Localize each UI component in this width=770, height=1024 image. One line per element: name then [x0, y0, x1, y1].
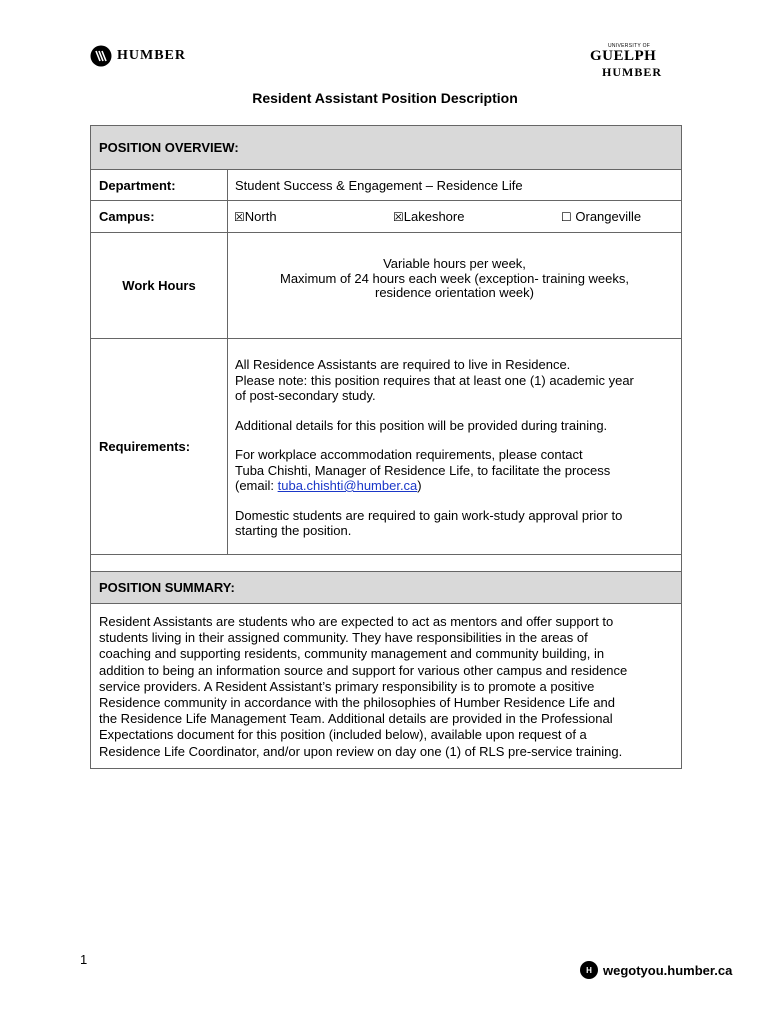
requirements-line: Tuba Chishti, Manager of Residence Life, to facilitate the process — [235, 462, 611, 478]
requirements-line: For workplace accommodation requirements, please contact — [235, 447, 583, 462]
page-number: 1 — [80, 952, 88, 967]
humber-logo — [90, 45, 186, 67]
requirements-paragraph — [235, 508, 674, 539]
position-table — [90, 125, 682, 769]
department-value: Student Success & Engagement – Residence Life — [235, 177, 523, 193]
work-hours-line: Maximum of 24 hours each week (exception- training weeks, — [280, 270, 629, 286]
campus-label: Campus: — [91, 201, 228, 232]
campus-options — [228, 201, 681, 232]
requirements-line: All Residence Assistants are required to live in Residence. — [235, 357, 571, 372]
requirements-paragraph — [235, 357, 674, 404]
footer-site: wegotyou.humber.ca — [603, 962, 733, 978]
summary-header-row — [91, 571, 681, 603]
requirements-line: of post-secondary study. — [235, 388, 376, 403]
overview-heading: POSITION OVERVIEW: — [99, 140, 239, 155]
summary-line: coaching and supporting residents, community management and community building, in — [99, 646, 605, 662]
spacer-row — [91, 554, 681, 571]
campus-option-label: Lakeshore — [403, 209, 465, 224]
campus-option-north — [234, 209, 277, 224]
campus-option-label: Orangeville — [571, 209, 642, 224]
email-link[interactable]: tuba.chishti@humber.ca — [277, 478, 418, 493]
unchecked-box-icon: ☐ — [561, 210, 572, 224]
work-hours-line: Variable hours per week, — [383, 256, 526, 271]
work-hours-row — [91, 232, 681, 338]
work-hours-value — [228, 233, 681, 338]
humber-emblem-icon — [90, 45, 112, 67]
summary-text — [91, 604, 681, 768]
requirements-row — [91, 338, 681, 554]
summary-line: addition to being an information source and support for various other campus and residence — [99, 662, 628, 678]
email-suffix: ) — [417, 478, 422, 493]
requirements-value — [228, 339, 681, 554]
checked-box-icon: ☒ — [393, 210, 404, 224]
guelph-logo-bot: HUMBER — [602, 65, 662, 79]
requirements-label: Requirements: — [91, 339, 228, 554]
work-hours-label: Work Hours — [91, 233, 228, 338]
requirements-paragraph — [235, 447, 674, 494]
summary-line: Expectations document for this position (included below), available upon request of a — [99, 727, 587, 743]
campus-option-orangeville — [561, 209, 641, 224]
summary-row — [91, 603, 681, 768]
campus-option-label: North — [244, 209, 277, 224]
campus-option-lakeshore — [393, 209, 464, 224]
summary-line: Resident Assistants are students who are expected to act as mentors and offer support to — [99, 614, 614, 629]
footer-brand — [580, 961, 732, 979]
guelph-logo-top: UNIVERSITY OF — [608, 43, 651, 49]
summary-line: students living in their assigned community. They have responsibilities in the areas of — [99, 630, 588, 646]
summary-line: Residence Life Coordinator, and/or upon review on day one (1) of RLS pre-service training. — [99, 743, 623, 759]
summary-line: Residence community in accordance with the philosophies of Humber Residence Life and — [99, 695, 615, 711]
department-row — [91, 169, 681, 200]
summary-line: the Residence Life Management Team. Additional details are provided in the Professional — [99, 711, 613, 727]
requirements-paragraph: Additional details for this position will be provided during training. — [235, 417, 608, 433]
humber-emblem-icon: H — [580, 961, 598, 979]
guelph-logo-mid: GUELPH — [590, 48, 657, 64]
department-label: Department: — [91, 170, 228, 200]
requirements-line: starting the position. — [235, 523, 352, 538]
summary-heading: POSITION SUMMARY: — [99, 580, 235, 595]
guelph-humber-logo — [590, 43, 680, 81]
checked-box-icon: ☒ — [234, 210, 245, 224]
email-prefix: (email: — [235, 478, 278, 493]
requirements-line: Domestic students are required to gain work-study approval prior to — [235, 507, 623, 523]
overview-header-row — [91, 126, 681, 169]
document-title: Resident Assistant Position Description — [252, 90, 518, 106]
campus-row — [91, 200, 681, 232]
humber-logo-text: HUMBER — [117, 48, 186, 63]
summary-line: service providers. A Resident Assistant’s primary responsibility is to promote a positive — [99, 678, 595, 694]
requirements-line: Please note: this position requires that at least one (1) academic year — [235, 372, 634, 388]
work-hours-line: residence orientation week) — [375, 285, 534, 300]
